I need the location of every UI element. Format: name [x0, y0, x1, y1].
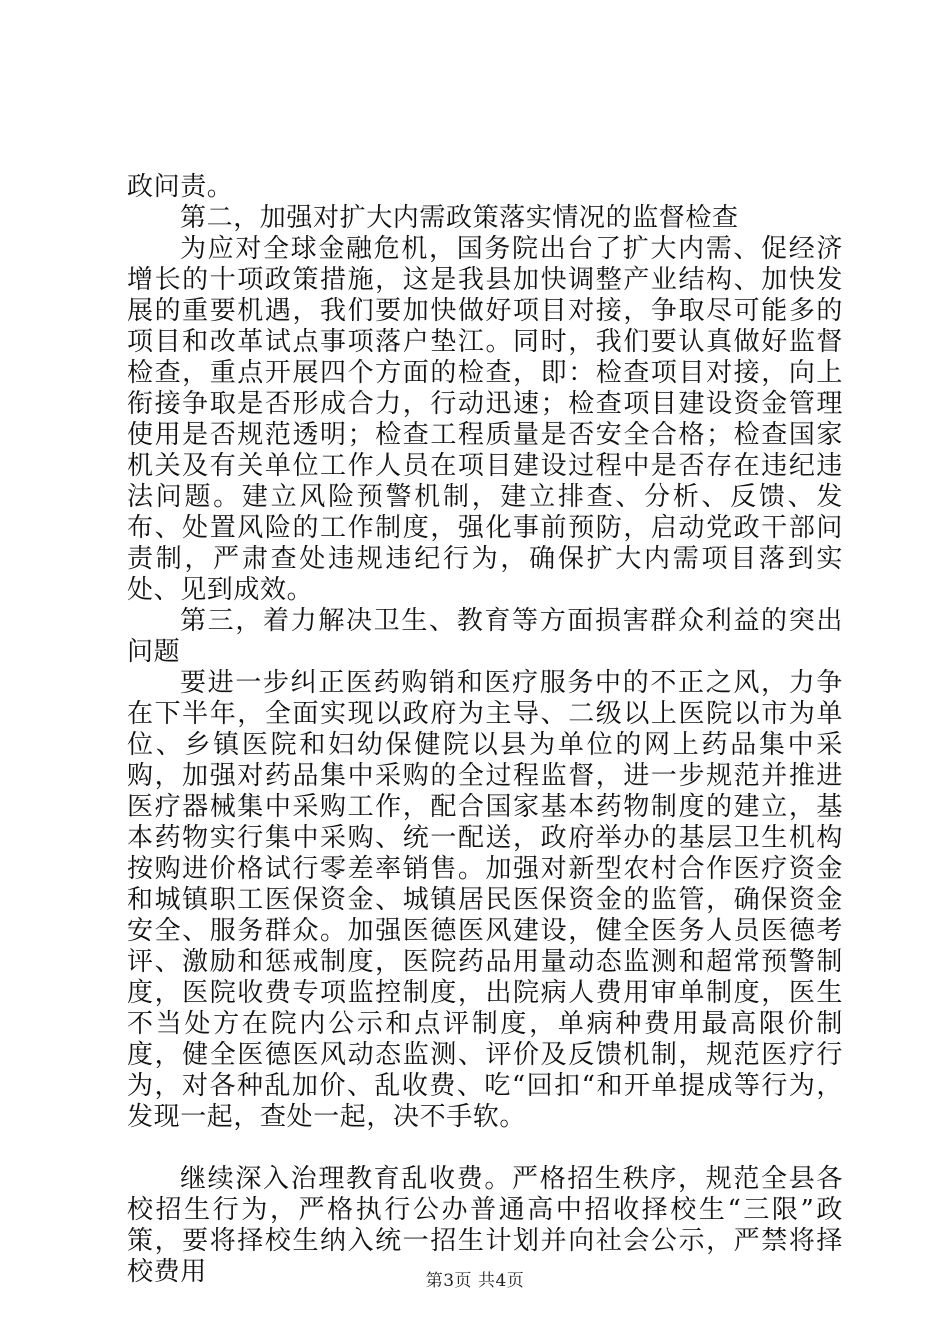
section-heading-second: 第二，加强对扩大内需政策落实情况的监督检查 — [180, 203, 739, 233]
section-heading-third: 第三，着力解决卫生、教育等方面损害群众利益的突出问题 — [127, 606, 843, 667]
paragraph-gap — [127, 1133, 843, 1164]
paragraph-education-fees: 继续深入治理教育乱收费。严格招生秩序，规范全县各校招生行为，严格执行公办普通高中招收择校生“三限”政策，要将择校生纳入统一招生计划并向社会公示，严禁将择校费用 — [127, 1164, 843, 1287]
paragraph-domestic-demand: 为应对全球金融危机，国务院出台了扩大内需、促经济增长的十项政策措施，这是我县加快调整产业结构、加快发展的重要机遇，我们要加快做好项目对接，争取尽可能多的项目和改革试点事项落户垫江。同时，我们要认真做好监督检查，重点开展四个方面的检查，即：检查项目对接，向上衔接争取是否形成合力，行动迅速；检查项目建设资金管理使用是否规范透明；检查工程质量是否安全合格；检查国家机关及有关单位工作人员在项目建设过程中是否存在违纪违法问题。建立风险预警机制，建立排查、分析、反馈、发布、处置风险的工作制度，强化事前预防，启动党政干部问责制，严肃查处违规违纪行为，确保扩大内需项目落到实处、见到成效。 — [127, 234, 843, 605]
page-number-footer: 第3页 共4页 — [425, 1271, 525, 1291]
paragraph-medical: 要进一步纠正医药购销和医疗服务中的不正之风，力争在下半年，全面实现以政府为主导、二级以上医院以市为单位、乡镇医院和妇幼保健院以县为单位的网上药品集中采购，加强对药品集中采购的全过程监督，进一步规范并推进医疗器械集中采购工作，配合国家基本药物制度的建立，基本药物实行集中采购、统一配送，政府举办的基层卫生机构按购进价格试行零差率销售。加强对新型农村合作医疗资金和城镇职工医保资金、城镇居民医保资金的监管，确保资金安全、服务群众。加强医德医风建设，健全医务人员医德考评、激励和惩戒制度，医院药品用量动态监测和超常预警制度，医院收费专项监控制度，出院病人费用审单制度，医生不当处方在院内公示和点评制度，单病种费用最高限价制度，健全医德医风动态监测、评价及反馈机制，规范医疗行为，对各种乱加价、乱收费、吃“回扣“和开单提成等行为，发现一起，查处一起，决不手软。 — [127, 668, 843, 1132]
document-body — [127, 172, 843, 1288]
paragraph-continuation: 政问责。 — [127, 172, 234, 202]
